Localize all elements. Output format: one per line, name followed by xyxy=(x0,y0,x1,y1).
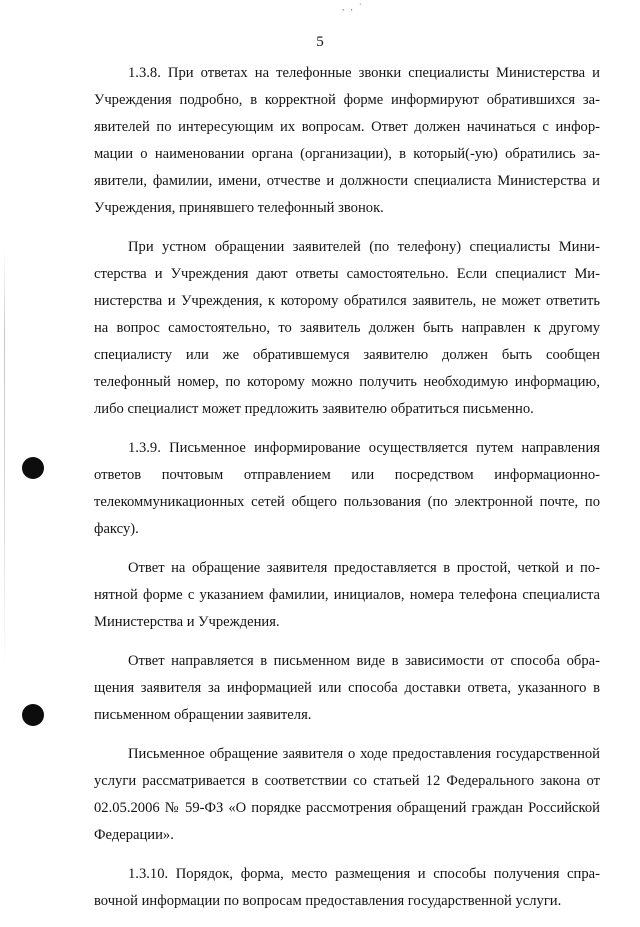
paragraph-1-3-9: 1.3.9. Письменное информирование осуществляется путем направления ответов почтовым отправлением или посредством информационно-телекоммуникационных сетей общего пользования (по электронной почте, по факсу). xyxy=(94,440,600,537)
paragraph-written-inquiry-law: Письменное обращение заявителя о ходе предоставления государственной услуги рассматривается в соответствии со статьей 12 Федерального закона от 02.05.2006 № 59-ФЗ «О порядке рассмотрения обращений граждан Российской Федерации». xyxy=(94,746,600,843)
paragraph-1-3-10: 1.3.10. Порядок, форма, место размещения и способы получения справочной информации по вопросам предоставления государственной услуги. xyxy=(94,866,600,909)
paragraph-1-3-8: 1.3.8. При ответах на телефонные звонки специалисты Министерства и Учреждения подробно, в корректной форме информируют обратившихся заявителей по интересующим их вопросам. Ответ должен начинаться с информации о наименовании органа (организации), в который(-ую) обратились заявители, фамилии, имени, отчестве и должности специалиста Министерства и Учреждения, принявшего телефонный звонок. xyxy=(94,65,600,216)
paragraph-oral-inquiry: При устном обращении заявителей (по телефону) специалисты Министерства и Учреждения дают ответы самостоятельно. Если специалист Министерства и Учреждения, к которому обратился заявитель, не может ответить на вопрос самостоятельно, то заявитель должен быть направлен к другому специалисту или же обратившемуся заявителю должен быть сообщен телефонный номер, по которому можно получить необходимую информацию, либо специалист может предложить заявителю обратиться письменно. xyxy=(94,239,600,417)
page-edge-shadow xyxy=(4,250,5,670)
scan-marks: , , ` xyxy=(342,2,364,12)
punch-hole-mark xyxy=(22,457,44,479)
page-number: 5 xyxy=(316,34,324,50)
paragraph-response-form: Ответ на обращение заявителя предоставляется в простой, четкой и понятной форме с указанием фамилии, инициалов, номера телефона специалиста Министерства и Учреждения. xyxy=(94,560,600,630)
paragraph-response-delivery: Ответ направляется в письменном виде в зависимости от способа обращения заявителя за информацией или способа доставки ответа, указанного в письменном обращении заявителя. xyxy=(94,653,600,723)
punch-hole-mark xyxy=(22,704,44,726)
document-body xyxy=(94,60,600,927)
